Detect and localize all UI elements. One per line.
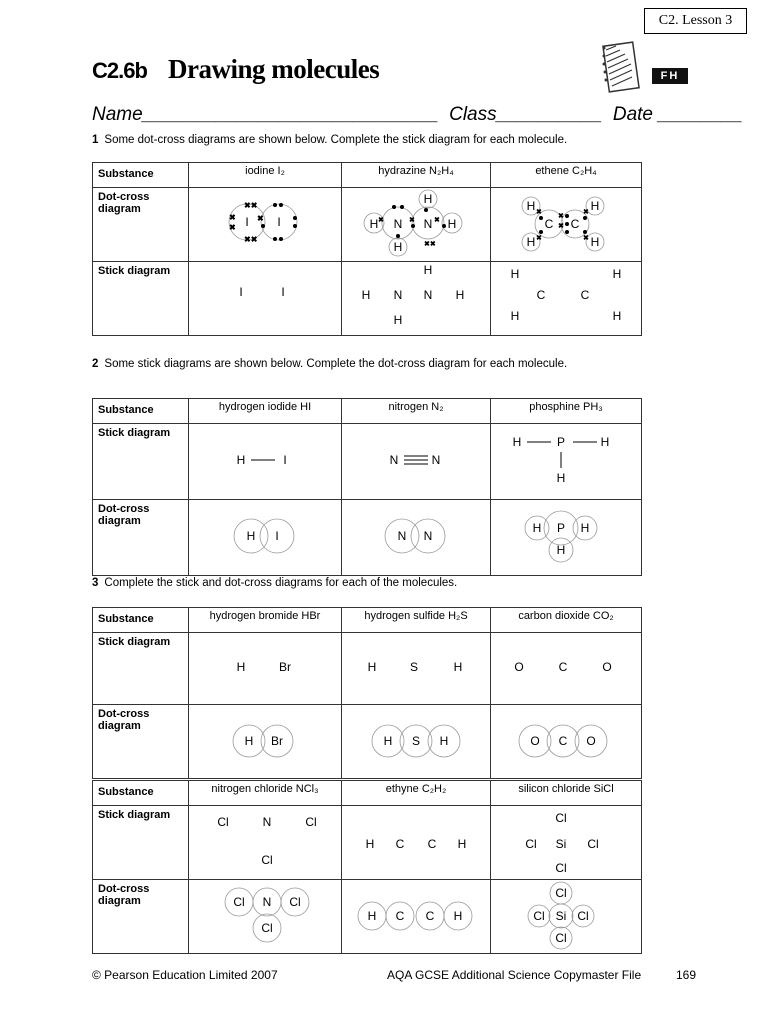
dotcross-ethene xyxy=(491,188,642,262)
dotcross-label: Dot-cross diagram xyxy=(93,500,189,576)
stick-ethyne xyxy=(342,806,491,880)
atom-S: S xyxy=(409,660,419,674)
atom-S: S xyxy=(411,734,421,748)
atom-I: I xyxy=(275,529,279,543)
atom-H: H xyxy=(383,734,393,748)
atom-H: H xyxy=(526,199,536,213)
substance-hydrogen-iodide: hydrogen iodide HI xyxy=(189,399,342,424)
atom-Cl: Cl xyxy=(555,886,567,900)
atom-H: H xyxy=(244,734,254,748)
dotcross-nitrogen xyxy=(342,500,491,576)
atom-Br: Br xyxy=(271,734,283,748)
name-class-date-line: Name____________________________ Class__________ Date ________ xyxy=(92,104,743,125)
atom-Cl: Cl xyxy=(289,895,301,909)
substance-phosphine: phosphine PH₃ xyxy=(491,399,642,424)
atom-H: H xyxy=(246,529,256,543)
svg-text:✖: ✖ xyxy=(583,235,589,242)
atom-H: H xyxy=(526,235,536,249)
dotcross-phosphine xyxy=(491,500,642,576)
atom-H: H xyxy=(590,199,600,213)
svg-text:✖: ✖ xyxy=(558,213,564,220)
substance-silicon-chloride: silicon chloride SiCl xyxy=(491,781,642,806)
atom-C: C xyxy=(425,909,435,923)
atom-I: I xyxy=(281,285,285,299)
atom-C: C xyxy=(536,288,546,302)
stick-label: Stick diagram xyxy=(93,424,189,500)
svg-text:✖✖: ✖✖ xyxy=(424,241,436,248)
substance-nitrogen: nitrogen N₂ xyxy=(342,399,491,424)
atom-N: N xyxy=(389,453,399,467)
stick-silicon-chloride xyxy=(491,806,642,880)
atom-C: C xyxy=(570,217,580,231)
worksheet-code: C2.6b xyxy=(92,58,147,83)
dotcross-carbon-dioxide xyxy=(491,705,642,779)
substance-nitrogen-chloride: nitrogen chloride NCl₃ xyxy=(189,781,342,806)
atom-N: N xyxy=(262,895,272,909)
stick-hydrogen-bromide xyxy=(189,633,342,705)
atom-C: C xyxy=(395,837,405,851)
atom-H: H xyxy=(367,909,377,923)
substance-label: Substance xyxy=(93,163,189,188)
atom-Cl: Cl xyxy=(261,921,273,935)
atom-H: H xyxy=(612,309,622,323)
atom-C: C xyxy=(580,288,590,302)
stick-label: Stick diagram xyxy=(93,806,189,880)
substance-hydrogen-bromide: hydrogen bromide HBr xyxy=(189,608,342,633)
atom-N: N xyxy=(393,217,403,231)
question-number: 2 xyxy=(92,358,99,370)
atom-H: H xyxy=(369,217,379,231)
atom-C: C xyxy=(544,217,554,231)
atom-N: N xyxy=(423,288,433,302)
stick-ethene xyxy=(491,262,642,336)
atom-H: H xyxy=(393,313,403,327)
atom-Cl: Cl xyxy=(555,931,567,945)
question-3 xyxy=(92,577,457,589)
svg-text:✖: ✖ xyxy=(536,209,542,216)
atom-Cl: Cl xyxy=(577,909,589,923)
atom-H: H xyxy=(393,240,403,254)
atom-Cl: Cl xyxy=(525,837,537,851)
atom-C: C xyxy=(558,734,568,748)
atom-H: H xyxy=(512,435,522,449)
atom-N: N xyxy=(393,288,403,302)
svg-text:✖: ✖ xyxy=(378,217,384,224)
stick-carbon-dioxide xyxy=(491,633,642,705)
atom-H: H xyxy=(532,521,542,535)
notebook-icon xyxy=(598,40,642,96)
svg-text:✖: ✖ xyxy=(257,214,264,223)
atom-H: H xyxy=(455,288,465,302)
atom-N: N xyxy=(262,815,272,829)
stick-hydrogen-iodide xyxy=(189,424,342,500)
atom-P: P xyxy=(556,435,566,449)
svg-text:✖✖: ✖✖ xyxy=(244,201,258,210)
atom-H: H xyxy=(453,660,463,674)
atom-C: C xyxy=(427,837,437,851)
atom-Si: Si xyxy=(555,837,567,851)
atom-Cl: Cl xyxy=(555,811,567,825)
table-2 xyxy=(92,398,642,576)
svg-text:✖✖: ✖✖ xyxy=(244,235,258,244)
atom-H: H xyxy=(600,435,610,449)
fh-badge: FH xyxy=(652,68,688,84)
atom-N: N xyxy=(423,217,433,231)
table-3 xyxy=(92,607,642,779)
atom-H: H xyxy=(556,543,566,557)
atom-Br: Br xyxy=(279,660,291,674)
substance-carbon-dioxide: carbon dioxide CO₂ xyxy=(491,608,642,633)
svg-text:✖: ✖ xyxy=(229,213,236,222)
atom-N: N xyxy=(423,529,433,543)
atom-P: P xyxy=(556,521,566,535)
atom-H: H xyxy=(367,660,377,674)
atom-H: H xyxy=(556,471,566,485)
svg-text:✖: ✖ xyxy=(536,235,542,242)
atom-H: H xyxy=(612,267,622,281)
svg-text:✖: ✖ xyxy=(434,217,440,224)
atom-Cl: Cl xyxy=(305,815,317,829)
atom-H: H xyxy=(361,288,371,302)
stick-nitrogen xyxy=(342,424,491,500)
atom-I: I xyxy=(277,215,281,229)
source-footer: AQA GCSE Additional Science Copymaster File xyxy=(387,968,642,982)
svg-text:✖: ✖ xyxy=(229,223,236,232)
question-number: 3 xyxy=(92,577,99,589)
atom-I: I xyxy=(283,453,287,467)
dotcross-iodine xyxy=(189,188,342,262)
dotcross-label: Dot-cross diagram xyxy=(93,188,189,262)
atom-H: H xyxy=(590,235,600,249)
substance-hydrogen-sulfide: hydrogen sulfide H₂S xyxy=(342,608,491,633)
substance-ethyne: ethyne C₂H₂ xyxy=(342,781,491,806)
dotcross-label: Dot-cross diagram xyxy=(93,880,189,954)
stick-iodine xyxy=(189,262,342,336)
question-1 xyxy=(92,134,567,146)
copyright-footer: © Pearson Education Limited 2007 xyxy=(92,968,278,982)
atom-H: H xyxy=(439,734,449,748)
atom-H: H xyxy=(423,192,433,206)
atom-Cl: Cl xyxy=(555,861,567,875)
dotcross-hydrogen-sulfide xyxy=(342,705,491,779)
dotcross-silicon-chloride xyxy=(491,880,642,954)
atom-O: O xyxy=(530,734,540,748)
question-text: Some stick diagrams are shown below. Complete the dot-cross diagram for each molecule. xyxy=(104,358,568,370)
atom-Si: Si xyxy=(555,909,567,923)
page-number: 169 xyxy=(676,968,697,982)
substance-iodine: iodine I₂ xyxy=(189,163,342,188)
atom-I: I xyxy=(245,215,249,229)
stick-hydrogen-sulfide xyxy=(342,633,491,705)
atom-H: H xyxy=(457,837,467,851)
dotcross-hydrogen-bromide xyxy=(189,705,342,779)
atom-C: C xyxy=(395,909,405,923)
atom-H: H xyxy=(510,267,520,281)
dotcross-ethyne xyxy=(342,880,491,954)
atom-Cl: Cl xyxy=(233,895,245,909)
question-text: Complete the stick and dot-cross diagrams for each of the molecules. xyxy=(104,577,458,589)
atom-H: H xyxy=(365,837,375,851)
atom-O: O xyxy=(514,660,524,674)
dotcross-hydrazine xyxy=(342,188,491,262)
page-title: Drawing molecules xyxy=(168,54,380,84)
atom-N: N xyxy=(431,453,441,467)
atom-Cl: Cl xyxy=(533,909,545,923)
question-text: Some dot-cross diagrams are shown below. Complete the stick diagram for each molecule. xyxy=(104,134,568,146)
table-4 xyxy=(92,780,642,954)
lesson-box: C2. Lesson 3 xyxy=(644,8,747,34)
svg-text:✖: ✖ xyxy=(558,223,564,230)
atom-H: H xyxy=(510,309,520,323)
dotcross-nitrogen-chloride xyxy=(189,880,342,954)
svg-text:✖: ✖ xyxy=(583,209,589,216)
stick-label: Stick diagram xyxy=(93,633,189,705)
atom-O: O xyxy=(586,734,596,748)
atom-Cl: Cl xyxy=(261,853,273,867)
atom-H: H xyxy=(423,263,433,277)
substance-ethene: ethene C₂H₄ xyxy=(491,163,642,188)
stick-hydrazine xyxy=(342,262,491,336)
dotcross-label: Dot-cross diagram xyxy=(93,705,189,779)
table-1 xyxy=(92,162,642,336)
atom-C: C xyxy=(558,660,568,674)
atom-H: H xyxy=(453,909,463,923)
atom-H: H xyxy=(447,217,457,231)
substance-label: Substance xyxy=(93,399,189,424)
atom-I: I xyxy=(239,285,243,299)
atom-O: O xyxy=(602,660,612,674)
question-number: 1 xyxy=(92,134,99,146)
atom-Cl: Cl xyxy=(217,815,229,829)
stick-label: Stick diagram xyxy=(93,262,189,336)
substance-label: Substance xyxy=(93,608,189,633)
stick-phosphine xyxy=(491,424,642,500)
atom-H: H xyxy=(236,660,246,674)
substance-hydrazine: hydrazine N₂H₄ xyxy=(342,163,491,188)
atom-N: N xyxy=(397,529,407,543)
atom-Cl: Cl xyxy=(587,837,599,851)
atom-H: H xyxy=(580,521,590,535)
substance-label: Substance xyxy=(93,781,189,806)
question-2 xyxy=(92,358,567,370)
svg-text:✖: ✖ xyxy=(409,217,415,224)
dotcross-hydrogen-iodide xyxy=(189,500,342,576)
atom-H: H xyxy=(236,453,246,467)
stick-nitrogen-chloride xyxy=(189,806,342,880)
